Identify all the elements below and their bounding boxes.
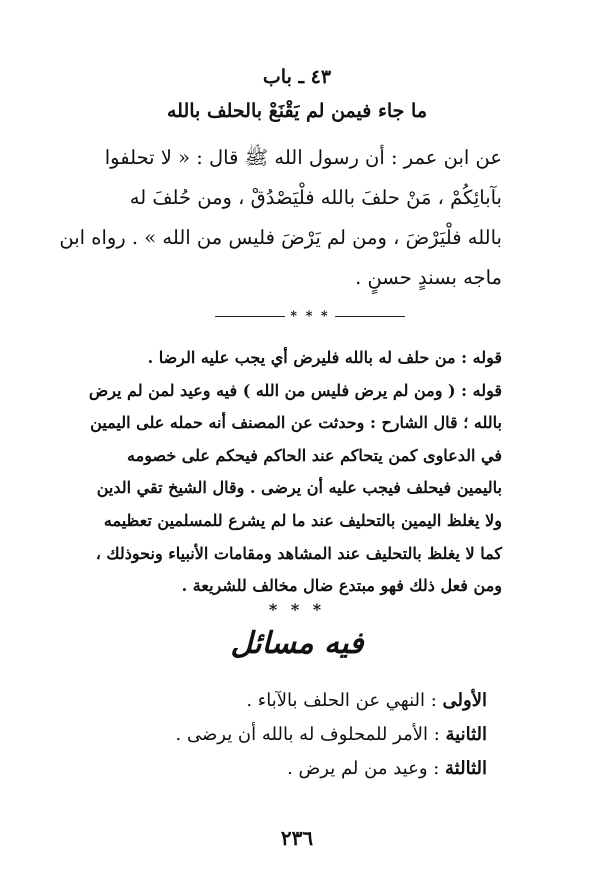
question-label: الثالثة <box>445 758 487 779</box>
commentary-line: قوله : من حلف له بالله فليرض أي يجب عليه الرضا . <box>147 348 502 367</box>
chapter-number: ٤٣ ـ باب <box>262 66 332 88</box>
commentary-line: ومن فعل ذلك فهو مبتدع ضال مخالف للشريعة . <box>181 576 502 596</box>
section-divider <box>215 308 405 324</box>
hadith-line: بآبائِكُمْ ، مَنْ حلفَ بالله فلْيَصْدُقْ ، ومن حُلفَ له <box>129 186 502 209</box>
commentary-line: كما لا يغلظ بالتحليف عند المشاهد ومقامات الأنبياء ونحوذلك ، <box>95 543 502 563</box>
question-item <box>87 752 487 786</box>
section-heading: فيه مسائل <box>230 626 364 661</box>
section-stars: * * * <box>268 600 326 619</box>
divider-stars: * * * <box>290 308 330 324</box>
question-text: : النهي عن الحلف بالآباء . <box>246 690 443 711</box>
commentary-line: في الدعاوى كمن يتحاكم عند الحاكم فيحكم على خصومه <box>127 445 502 465</box>
questions-list <box>87 684 487 786</box>
question-text: : وعيد من لم يرض . <box>287 758 446 779</box>
question-label: الثانية <box>445 724 487 745</box>
commentary-line: باليمين فيحلف فيجب عليه أن يرضى . وقال الشيخ تقي الدين <box>96 478 502 498</box>
divider-rule <box>215 316 285 317</box>
hadith-line: عن ابن عمر : أن رسول الله ﷺ قال : « لا تحلفوا <box>104 146 502 169</box>
question-item <box>87 684 487 718</box>
commentary-line: ولا يغلظ اليمين بالتحليف عند ما لم يشرع للمسلمين تعظيمه <box>103 510 502 530</box>
question-item <box>87 718 487 752</box>
chapter-title: ما جاء فيمن لم يَقْنَعْ بالحلف بالله <box>167 100 427 122</box>
commentary-line: قوله : ( ومن لم يرض فليس من الله ) فيه وعيد لمن لم يرض <box>88 380 502 400</box>
commentary-line: بالله ؛ قال الشارح : وحدثت عن المصنف أنه حمله على اليمين <box>90 413 502 433</box>
hadith-line: ماجه بسندٍ حسنٍ . <box>355 266 502 289</box>
commentary-text <box>82 342 502 603</box>
hadith-text <box>59 138 502 298</box>
question-label: الأولى <box>442 690 487 711</box>
divider-rule <box>335 316 405 317</box>
page-number: ٢٣٦ <box>280 826 314 850</box>
hadith-line: بالله فلْيَرْضَ ، ومن لم يَرْضَ فليس من الله » . رواه ابن <box>59 226 502 249</box>
question-text: : الأمر للمحلوف له بالله أن يرضى . <box>175 724 446 745</box>
